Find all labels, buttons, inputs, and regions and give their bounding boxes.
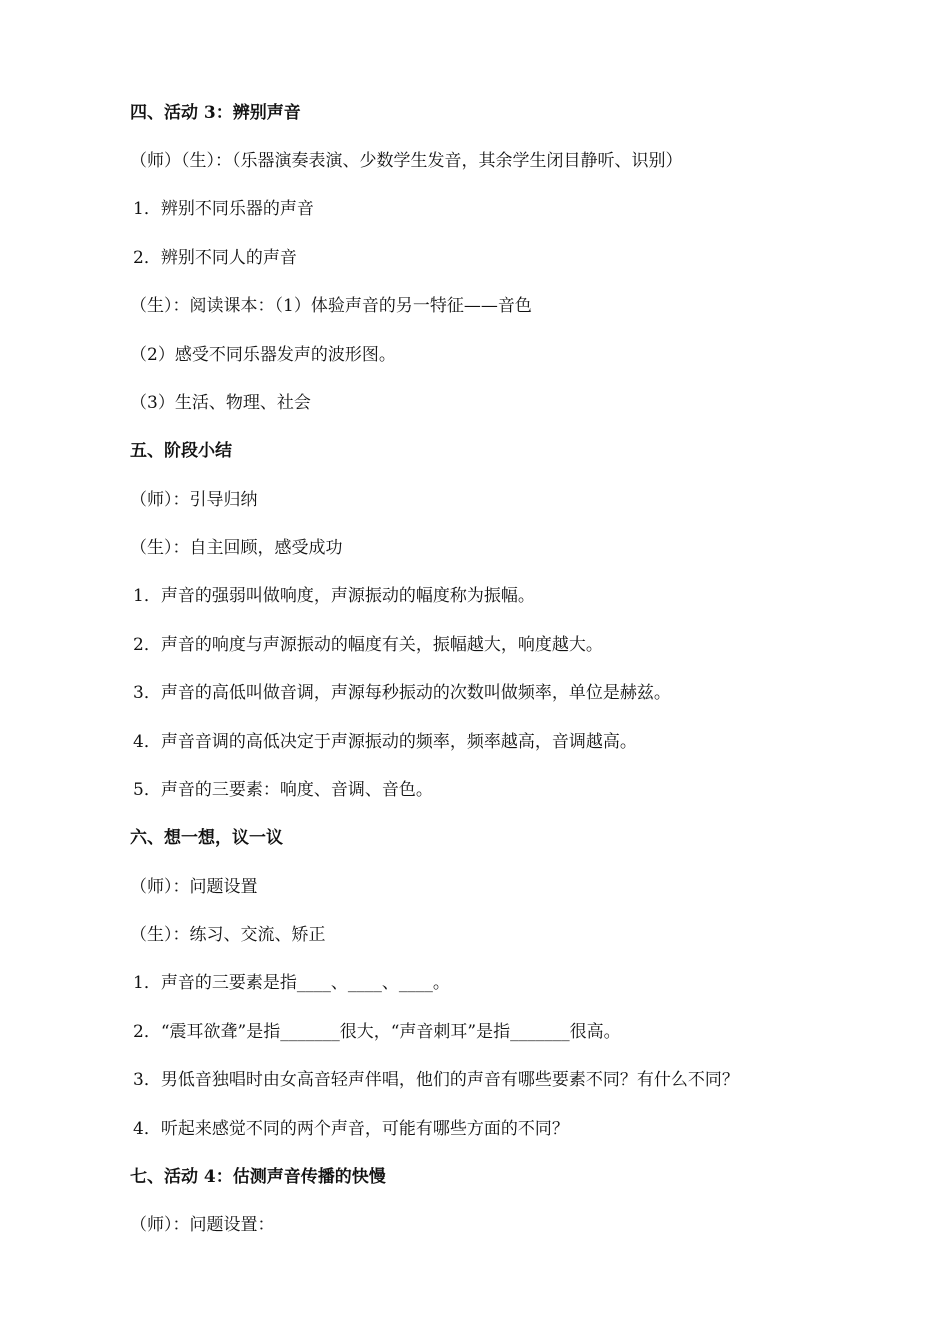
paragraph-line: （3）生活、物理、社会 [130,393,311,413]
paragraph-line: （生）：练习、交流、矫正 [130,925,326,945]
list-item: 1．声音的强弱叫做响度，声源振动的幅度称为振幅。 [133,586,535,606]
list-item: 2．声音的响度与声源振动的幅度有关，振幅越大，响度越大。 [133,635,603,655]
paragraph-line: （生）：自主回顾，感受成功 [130,538,343,558]
list-item: 2．“震耳欲聋”是指_______很大，“声音刺耳”是指_______很高。 [133,1022,621,1042]
list-item: 4．听起来感觉不同的两个声音，可能有哪些方面的不同？ [133,1119,569,1139]
section-heading-activity-4: 七、活动 4：估测声音传播的快慢 [130,1167,386,1187]
paragraph-line: （师）：问题设置 [130,877,258,897]
paragraph-line: （2）感受不同乐器发声的波形图。 [130,345,396,365]
list-item: 4．声音音调的高低决定于声源振动的频率，频率越高，音调越高。 [133,732,637,752]
list-item: 1．辨别不同乐器的声音 [133,199,314,219]
section-heading-activity-3: 四、活动 3：辨别声音 [130,103,301,123]
paragraph-line: （师）：问题设置： [130,1215,275,1235]
list-item: 3．男低音独唱时由女高音轻声伴唱，他们的声音有哪些要素不同？有什么不同？ [133,1070,739,1090]
list-item: 1．声音的三要素是指____、____、____。 [133,973,450,993]
section-heading-think-discuss: 六、想一想，议一议 [130,828,283,848]
list-item: 2．辨别不同人的声音 [133,248,297,268]
paragraph-line: （师）：引导归纳 [130,490,258,510]
paragraph-line: （生）：阅读课本：（1）体验声音的另一特征——音色 [130,296,532,316]
list-item: 3．声音的高低叫做音调，声源每秒振动的次数叫做频率，单位是赫兹。 [133,683,671,703]
list-item: 5．声音的三要素：响度、音调、音色。 [133,780,433,800]
section-heading-stage-summary: 五、阶段小结 [130,441,232,461]
paragraph-line: （师）（生）：（乐器演奏表演、少数学生发音，其余学生闭目静听、识别） [130,151,683,171]
